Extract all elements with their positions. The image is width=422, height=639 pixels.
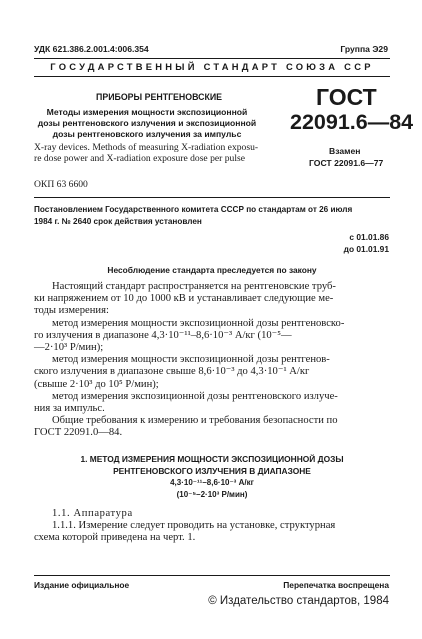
decree xyxy=(34,204,352,227)
method-2: ского излучения в диапазоне свыше 8,6·10⁻³ до 4,3·10⁻¹ А/кг xyxy=(34,366,310,378)
method-3: метод измерения экспозиционной дозы рентгеновского излуче- xyxy=(52,390,338,402)
method-3: ния за импульс. xyxy=(34,403,105,415)
subsection-title: 1.1. Аппаратура xyxy=(52,508,133,519)
method-1: метод измерения мощности экспозиционной дозы рентгеновско- xyxy=(52,317,345,329)
law-notice: Несоблюдение стандарта преследуется по закону xyxy=(107,265,317,275)
title-ru-line: дозы рентгеновского излучения за импульс xyxy=(52,129,242,139)
banner-bottom-rule xyxy=(34,76,390,77)
copyright: © Издательство стандартов, 1984 xyxy=(208,595,389,607)
replaces-label: Взамен xyxy=(329,146,361,156)
intro-paragraph: Настоящий стандарт распространяется на рентгеновские труб- xyxy=(52,281,336,292)
group-code: Группа Э29 xyxy=(340,44,388,54)
intro-body xyxy=(34,281,344,440)
section-heading-line: 1. МЕТОД ИЗМЕРЕНИЯ МОЩНОСТИ ЭКСПОЗИЦИОННОЙ ДОЗЫ xyxy=(80,454,344,464)
footer-rule xyxy=(34,575,390,576)
general-requirements: Общие требования к измерению и требования безопасности по xyxy=(52,415,338,427)
section-1-heading xyxy=(34,454,390,500)
range-roentgen: (10⁻⁵–2·10³ Р/мин) xyxy=(176,489,248,499)
decree-line: 1984 г. № 2640 срок действия установлен xyxy=(34,216,202,226)
udk-code: УДК 621.386.2.001.4:006.354 xyxy=(34,44,149,54)
method-2: метод измерения мощности экспозиционной дозы рентгенов- xyxy=(52,354,330,366)
effective-from: с 01.01.86 xyxy=(349,232,389,242)
range-si: 4,3·10⁻¹¹–8,6·10⁻³ А/кг xyxy=(170,478,254,487)
intro-paragraph: тоды измерения: xyxy=(34,305,109,317)
standard-banner: ГОСУДАРСТВЕННЫЙ СТАНДАРТ СОЮЗА ССР xyxy=(50,61,374,72)
paragraph-1-1-1: схема которой приведена на черт. 1. xyxy=(34,532,196,544)
method-2: (свыше 2·10³ до 10⁵ Р/мин); xyxy=(34,378,159,390)
official-edition: Издание официальное xyxy=(34,580,130,590)
title-en-line: re dose power and X-radiation exposure dose per pulse xyxy=(34,153,245,164)
title-ru-line: Методы измерения мощности экспозиционной xyxy=(46,107,248,117)
reprint-prohibited: Перепечатка воспрещена xyxy=(283,580,389,590)
category-title: ПРИБОРЫ РЕНТГЕНОВСКИЕ xyxy=(96,92,223,102)
gost-number: 22091.6—84 xyxy=(290,110,414,134)
title-en xyxy=(34,142,258,164)
intro-paragraph: ки напряжением от 10 до 1000 кВ и устанавливает следующие ме- xyxy=(34,293,334,305)
section-1-body xyxy=(34,508,335,545)
effective-to: до 01.01.91 xyxy=(343,244,389,254)
top-rule xyxy=(34,58,390,59)
general-requirements: ГОСТ 22091.0—84. xyxy=(34,427,123,439)
title-ru-line: дозы рентгеновского излучения и экспозиционной xyxy=(37,118,257,128)
title-bottom-rule xyxy=(34,197,390,198)
title-en-line: X-ray devices. Methods of measuring X-radiation exposu- xyxy=(34,142,259,153)
decree-line: Постановлением Государственного комитета СССР по стандартам от 26 июля xyxy=(34,205,353,214)
replaces-number: ГОСТ 22091.6—77 xyxy=(309,158,384,168)
method-1: го излучения в диапазоне 4,3·10⁻¹¹–8,6·10⁻³ А/кг (10⁻⁵— xyxy=(34,329,292,341)
subsection-1-1 xyxy=(34,508,335,520)
paragraph-1-1-1: 1.1.1. Измерение следует проводить на установке, структурная xyxy=(52,520,336,532)
okp-code: ОКП 63 6600 xyxy=(34,179,88,190)
gost-label: ГОСТ xyxy=(316,84,377,110)
section-heading-line: РЕНТГЕНОВСКОГО ИЗЛУЧЕНИЯ В ДИАПАЗОНЕ xyxy=(113,465,311,476)
method-1: —2·10³ Р/мин); xyxy=(34,342,104,354)
title-ru xyxy=(34,107,260,140)
